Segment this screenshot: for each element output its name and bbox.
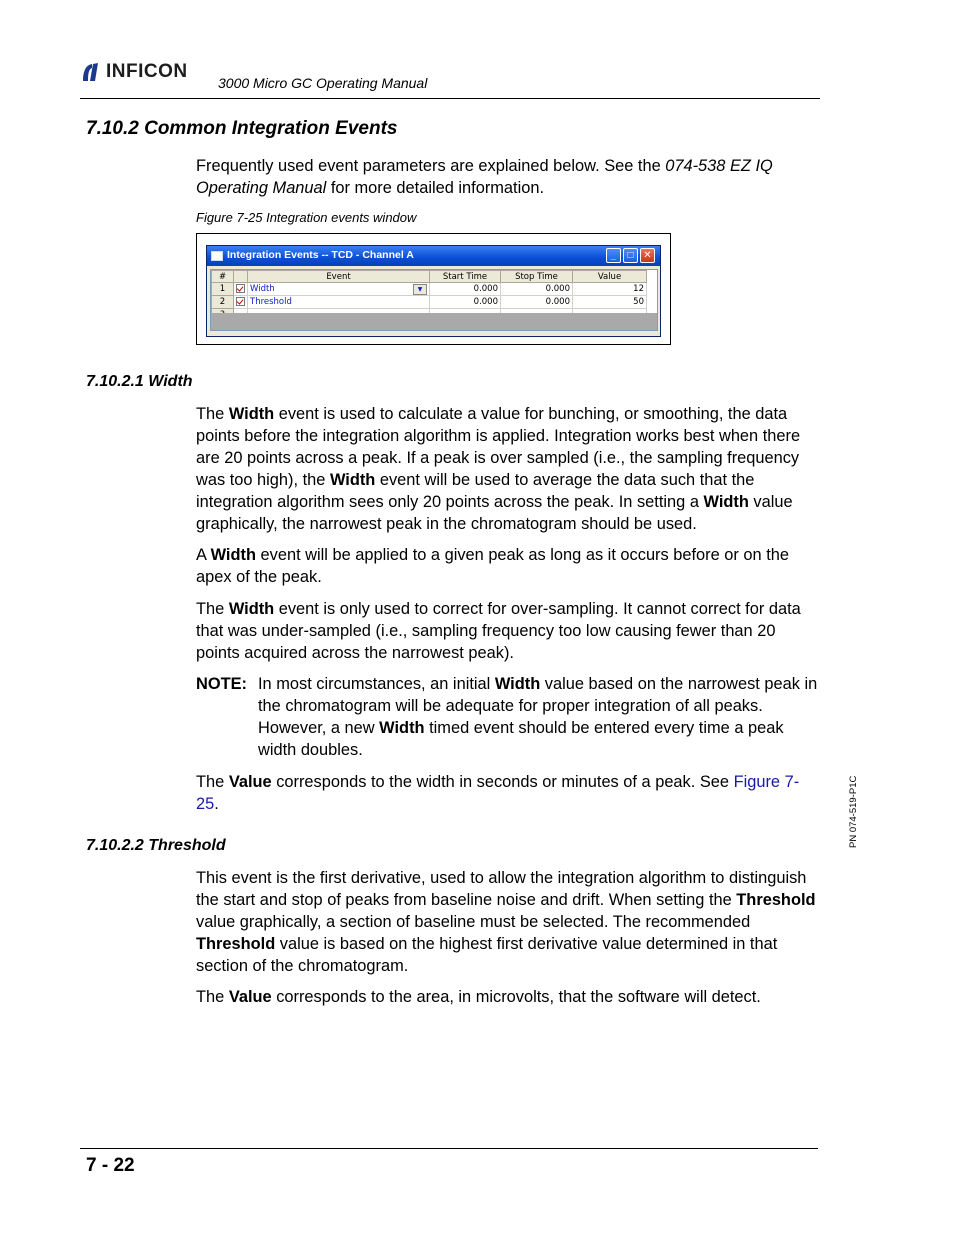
table-header-row <box>212 271 647 283</box>
width-paragraph-3: The Width event is only used to correct for over-sampling. It cannot correct for data that was under-sampled (i.e., sampling frequency too low causing fewer than 20 points acquired across the narrowest peak). <box>196 600 801 662</box>
window-title: Integration Events -- TCD - Channel A <box>227 249 414 261</box>
minimize-button[interactable]: _ <box>606 248 621 263</box>
note-block <box>196 673 821 761</box>
width-heading: 7.10.2.1 Width <box>86 373 193 390</box>
grid-empty-area <box>211 313 657 330</box>
events-grid <box>210 269 658 331</box>
window-icon <box>211 251 223 261</box>
stop-time-cell[interactable]: 0.000 <box>501 283 573 296</box>
figure-frame <box>196 233 671 345</box>
inficon-logo-icon <box>80 61 102 83</box>
width-paragraph-2: A Width event will be applied to a given peak as long as it occurs before or on the apex of the peak. <box>196 546 789 586</box>
threshold-paragraph-1: This event is the first derivative, used to allow the integration algorithm to distinguish the start and stop of peaks from baseline noise and drift. When setting the Threshold value graphically, a section of baseline must be selected. The recommended Threshold value is based on the highest first derivative value determined in that section of the chromatogram. <box>196 869 816 975</box>
logo-text: INFICON <box>106 61 188 82</box>
column-header-stop-time[interactable]: Stop Time <box>501 271 573 283</box>
threshold-paragraph-2: The Value corresponds to the area, in microvolts, that the software will detect. <box>196 988 761 1006</box>
footer-divider <box>80 1148 818 1149</box>
event-cell[interactable]: Threshold <box>248 296 430 309</box>
figure-7-25-link[interactable]: Figure 7-25 <box>196 773 800 813</box>
maximize-button[interactable]: □ <box>623 248 638 263</box>
note-label: NOTE: <box>196 675 247 693</box>
intro-paragraph: Frequently used event parameters are explained below. See the 074-538 EZ IQ Operating Manual for more detailed information. <box>196 157 773 197</box>
checkbox-checked-icon <box>236 284 245 293</box>
start-time-cell[interactable]: 0.000 <box>430 296 501 309</box>
width-paragraph-1: The Width event is used to calculate a value for bunching, or smoothing, the data points before the integration algorithm is applied. Integration works best when there are 20 points across a peak. If a peak is over sampled (i.e., the sampling frequency was too high), the Width event will be used to average the data such that the integration algorithm sees only 20 points across the peak. In setting a Width value graphically, the narrowest peak in the chromatogram should be used. <box>196 405 801 533</box>
value-cell[interactable]: 50 <box>573 296 647 309</box>
row-number: 2 <box>212 296 234 309</box>
value-cell[interactable]: 12 <box>573 283 647 296</box>
checkbox-checked-icon <box>236 297 245 306</box>
table-row[interactable] <box>212 283 647 296</box>
stop-time-cell[interactable]: 0.000 <box>501 296 573 309</box>
inficon-logo <box>80 60 188 84</box>
figure-caption: Figure 7-25 Integration events window <box>196 210 417 225</box>
threshold-heading: 7.10.2.2 Threshold <box>86 837 226 854</box>
manual-title: 3000 Micro GC Operating Manual <box>218 75 428 91</box>
part-number: PN 074-519-P1C <box>848 775 859 848</box>
header-divider <box>80 98 820 99</box>
table-row[interactable] <box>212 296 647 309</box>
integration-events-window <box>206 245 661 337</box>
start-time-cell[interactable]: 0.000 <box>430 283 501 296</box>
event-cell[interactable]: Width ▼ <box>248 283 430 296</box>
section-heading: 7.10.2 Common Integration Events <box>86 118 398 139</box>
column-header-start-time[interactable]: Start Time <box>430 271 501 283</box>
enabled-checkbox[interactable] <box>234 296 248 309</box>
dropdown-arrow-icon[interactable]: ▼ <box>413 284 427 295</box>
column-header-enabled[interactable] <box>234 271 248 283</box>
page-number: 7 - 22 <box>86 1155 135 1176</box>
row-number: 1 <box>212 283 234 296</box>
note-text: In most circumstances, an initial Width value based on the narrowest peak in the chromatogram will be adequate for proper integration of all peaks. However, a new Width timed event should be entered every time a peak width doubles. <box>258 675 818 759</box>
manual-reference: 074-538 EZ IQ Operating Manual <box>196 157 773 197</box>
enabled-checkbox[interactable] <box>234 283 248 296</box>
column-header-event[interactable]: Event <box>248 271 430 283</box>
close-button[interactable]: ✕ <box>640 248 655 263</box>
column-header-number[interactable]: # <box>212 271 234 283</box>
window-title-bar[interactable] <box>207 246 660 266</box>
width-paragraph-4: The Value corresponds to the width in seconds or minutes of a peak. See Figure 7-25. <box>196 773 800 813</box>
column-header-value[interactable]: Value <box>573 271 647 283</box>
